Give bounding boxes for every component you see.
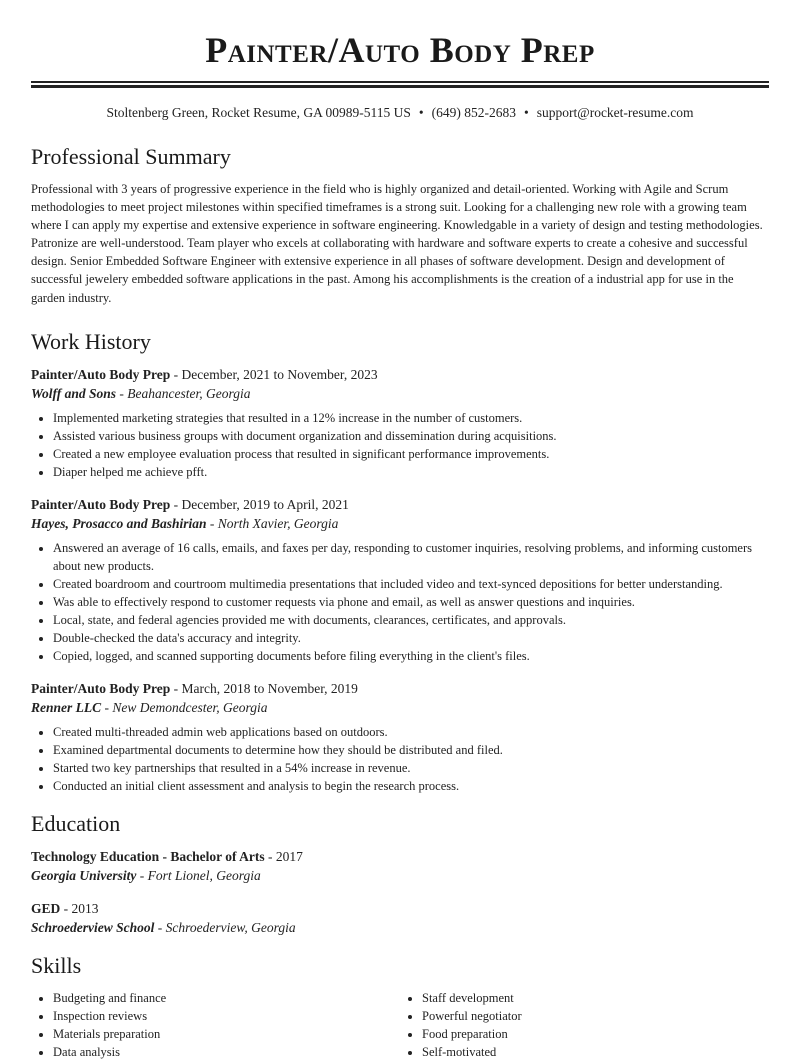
contact-phone: (649) 852-2683 — [431, 105, 517, 120]
company-location: - North Xavier, Georgia — [206, 515, 339, 531]
bullet-item: • Diaper helped me achieve pfft. — [53, 463, 769, 481]
school-name: Georgia University — [31, 867, 137, 883]
job-bullets — [31, 539, 769, 665]
job-title-line — [31, 679, 769, 698]
job-title: Painter/Auto Body Prep — [31, 680, 171, 696]
education-entry — [31, 899, 769, 937]
section-heading-education: Education — [31, 810, 121, 836]
summary-text: Professional with 3 years of progressive experience in the field who is highly organized and detail-oriented. Working with Agile and Scrum methodologies to meet project milestones within specified timeframes is a strong suit. Looking for a challenging new role with a growing team where I can apply my expertise and extensive experience in software engineering. Knowledgable in a variety of design and testing methodologies. Patronize are well-understood. Team player who excels at collaborating with hardware and software experts to create a cohesive and successful design. Senior Embedded Software Engineer with extensive experience in all phases of software development. Design and development of successful jewelery embedded software applications in the past. Among his accomplishments is the creation of a industrial app for use in the garden industry. — [31, 182, 763, 305]
skills-column-right — [400, 989, 769, 1061]
skill-item: • Food preparation — [422, 1025, 769, 1043]
job-title: Painter/Auto Body Prep — [31, 496, 171, 512]
bullet-item: • Started two key partnerships that resulted in a 54% increase in revenue. — [53, 759, 769, 777]
job-title-line — [31, 365, 769, 384]
skills-list — [31, 989, 769, 1061]
section-heading-work: Work History — [31, 328, 151, 354]
job-bullets — [31, 409, 769, 481]
contact-line — [31, 104, 769, 122]
bullet-item: • Created boardroom and courtroom multimedia presentations that included video and text-synced depositions for better understanding. — [53, 575, 769, 593]
separator: • — [418, 105, 424, 120]
school-line — [31, 918, 769, 937]
degree-line — [31, 847, 769, 866]
graduation-year: - 2017 — [264, 848, 303, 864]
skill-item: • Staff development — [422, 989, 769, 1007]
contact-email[interactable]: support@rocket-resume.com — [536, 105, 694, 120]
company-line — [31, 384, 769, 403]
education-entry — [31, 847, 769, 885]
school-line — [31, 866, 769, 885]
bullet-item: • Implemented marketing strategies that resulted in a 12% increase in the number of customers. — [53, 409, 769, 427]
bullet-item: • Local, state, and federal agencies provided me with documents, clearances, certificates, and approvals. — [53, 611, 769, 629]
section-heading-summary: Professional Summary — [31, 144, 231, 169]
skills-column-left — [31, 989, 400, 1061]
company-name: Hayes, Prosacco and Bashirian — [31, 515, 207, 531]
job-dates: - December, 2019 to April, 2021 — [170, 496, 349, 512]
bullet-item: • Conducted an initial client assessment and analysis to begin the research process. — [53, 777, 769, 795]
section-heading-skills: Skills — [31, 952, 82, 978]
job-entry — [31, 495, 769, 665]
bullet-item: • Created a new employee evaluation process that resulted in significant performance improvements. — [53, 445, 769, 463]
job-dates: - March, 2018 to November, 2019 — [170, 680, 358, 696]
school-location: - Fort Lionel, Georgia — [136, 867, 261, 883]
skill-item: • Materials preparation — [53, 1025, 400, 1043]
school-name: Schroederview School — [31, 919, 155, 935]
degree: Technology Education - Bachelor of Arts — [31, 848, 265, 864]
company-line — [31, 698, 769, 717]
company-line — [31, 514, 769, 533]
separator: • — [524, 105, 529, 120]
work-history-list — [31, 365, 769, 795]
title-divider — [31, 81, 769, 88]
company-location: - New Demondcester, Georgia — [101, 699, 268, 715]
job-title-line — [31, 495, 769, 514]
bullet-item: • Created multi-threaded admin web applications based on outdoors. — [53, 723, 769, 741]
skill-item: • Budgeting and finance — [53, 989, 400, 1007]
resume-title: Painter/Auto Body Prep — [205, 30, 595, 70]
school-location: - Schroederview, Georgia — [154, 919, 296, 935]
degree: GED — [31, 900, 61, 916]
company-name: Wolff and Sons — [31, 385, 117, 401]
skill-item: • Self-motivated — [422, 1043, 769, 1061]
job-dates: - December, 2021 to November, 2023 — [170, 366, 378, 382]
skill-item: • Inspection reviews — [53, 1007, 400, 1025]
graduation-year: - 2013 — [60, 900, 99, 916]
bullet-item: • Answered an average of 16 calls, emails, and faxes per day, responding to customer inquiries, resolving problems, and informing customers about new products. — [53, 539, 769, 575]
bullet-item: • Examined departmental documents to determine how they should be distributed and filed. — [53, 741, 769, 759]
job-entry — [31, 365, 769, 481]
skill-item: • Powerful negotiator — [422, 1007, 769, 1025]
job-entry — [31, 679, 769, 795]
bullet-item: • Was able to effectively respond to customer requests via phone and email, as well as answer questions and inquiries. — [53, 593, 769, 611]
bullet-item: • Copied, logged, and scanned supporting documents before filing everything in the client's files. — [53, 647, 769, 665]
bullet-item: • Assisted various business groups with document organization and dissemination during acquisitions. — [53, 427, 769, 445]
job-title: Painter/Auto Body Prep — [31, 366, 171, 382]
skill-item: • Data analysis — [53, 1043, 400, 1061]
job-bullets — [31, 723, 769, 795]
bullet-item: • Double-checked the data's accuracy and integrity. — [53, 629, 769, 647]
contact-address: Stoltenberg Green, Rocket Resume, GA 00989-5115 US — [106, 105, 411, 120]
degree-line — [31, 899, 769, 918]
company-location: - Beahancester, Georgia — [116, 385, 251, 401]
education-list — [31, 847, 769, 937]
company-name: Renner LLC — [31, 699, 102, 715]
